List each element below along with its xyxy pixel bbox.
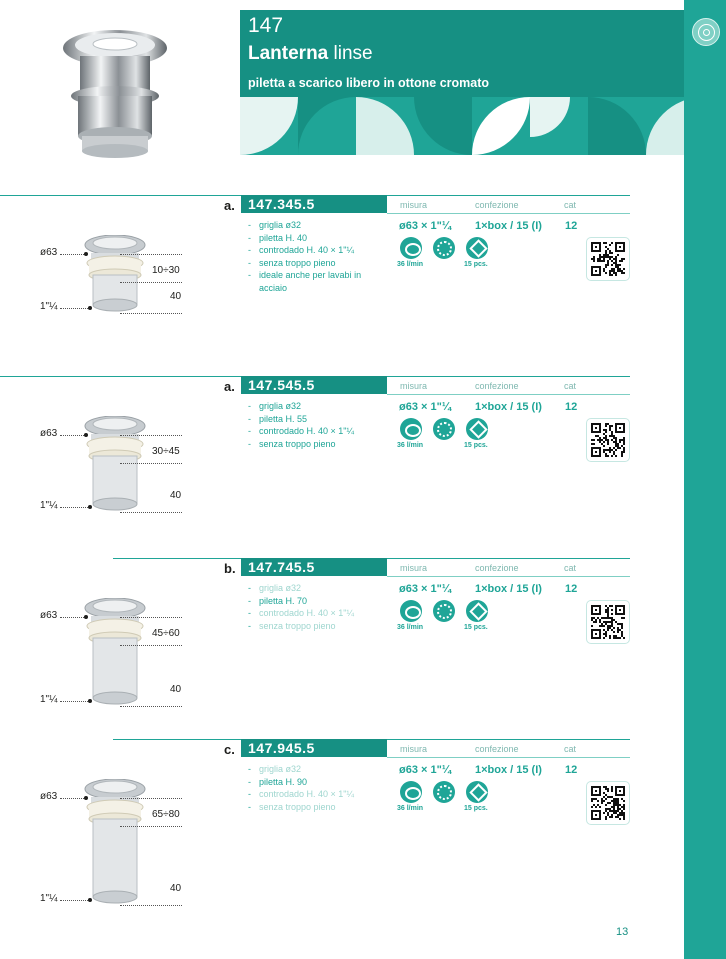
feature-item: - controdado H. 40 × 1"¼	[248, 607, 383, 620]
column-head-confezione: confezione	[475, 381, 519, 391]
qr-code[interactable]	[586, 600, 630, 644]
dimension-leader	[120, 282, 182, 283]
aerator-icon	[433, 781, 455, 803]
feature-list	[248, 400, 383, 450]
qr-code[interactable]	[586, 237, 630, 281]
dimension-leader	[60, 254, 86, 255]
dimension-thread: 1"¼	[40, 500, 58, 511]
dimension-height: 30÷45	[152, 446, 180, 457]
dimension-base: 40	[170, 291, 182, 302]
box-icon	[466, 237, 488, 259]
header-pattern	[240, 97, 684, 155]
dimension-leader	[120, 435, 182, 436]
qr-code[interactable]	[586, 781, 630, 825]
cat-value: 12	[565, 401, 578, 413]
feature-item: - controdado H. 40 × 1"¼	[248, 788, 383, 801]
product-section	[0, 739, 684, 909]
column-head-cat: cat	[564, 744, 577, 754]
dimension-thread: 1"¼	[40, 301, 58, 312]
column-head-cat: cat	[564, 563, 577, 573]
pcs-caption: 15 pcs.	[464, 442, 488, 449]
dimension-dot	[84, 615, 88, 619]
feature-item: - controdado H. 40 × 1"¼	[248, 244, 383, 257]
confezione-value: 1×box / 15 (I)	[475, 220, 542, 232]
confezione-value: 1×box / 15 (I)	[475, 401, 542, 413]
dimension-diameter: ø63	[40, 428, 58, 439]
column-head-cat: cat	[564, 200, 577, 210]
column-head-confezione: confezione	[475, 744, 519, 754]
dimension-base: 40	[170, 684, 182, 695]
misura-value: ø63 × 1"¼	[399, 764, 451, 776]
cat-value: 12	[565, 583, 578, 595]
page-number: 13	[616, 926, 629, 938]
dimension-leader	[120, 463, 182, 464]
flow-icon	[400, 781, 422, 803]
dimension-height: 45÷60	[152, 628, 180, 639]
misura-value: ø63 × 1"¼	[399, 583, 451, 595]
column-head-misura: misura	[400, 744, 428, 754]
dimension-dot	[88, 505, 92, 509]
column-head-misura: misura	[400, 563, 428, 573]
flow-caption: 36 l/min	[397, 442, 424, 449]
feature-item: - senza troppo pieno	[248, 620, 383, 633]
flow-caption: 36 l/min	[397, 805, 424, 812]
dimension-leader	[120, 512, 182, 513]
feature-item: - senza troppo pieno	[248, 438, 383, 451]
dimension-leader	[60, 435, 86, 436]
feature-item: - piletta H. 55	[248, 413, 383, 426]
feature-item: - griglia ø32	[248, 400, 383, 413]
article-code: 147.545.5	[241, 376, 387, 394]
dimension-leader	[60, 798, 86, 799]
column-head-misura: misura	[400, 381, 428, 391]
feature-item: - ideale anche per lavabi in acciaio	[248, 269, 383, 294]
qr-code[interactable]	[586, 418, 630, 462]
product-name-bold: Lanterna	[248, 43, 329, 64]
variant-letter: b.	[224, 561, 236, 576]
dimension-leader	[120, 706, 182, 707]
product-name	[248, 43, 373, 65]
dimension-leader	[120, 617, 182, 618]
column-head-divider	[387, 757, 630, 758]
confezione-value: 1×box / 15 (I)	[475, 583, 542, 595]
aerator-icon	[433, 600, 455, 622]
feature-item: - griglia ø32	[248, 582, 383, 595]
dimension-dot	[88, 699, 92, 703]
dimension-diameter: ø63	[40, 247, 58, 258]
column-head-misura: misura	[400, 200, 428, 210]
dimension-leader	[120, 798, 182, 799]
box-icon	[466, 781, 488, 803]
variant-letter: a.	[224, 379, 235, 394]
product-drawing	[75, 235, 155, 319]
feature-item: - piletta H. 70	[248, 595, 383, 608]
product-section	[0, 195, 684, 365]
feature-item: - piletta H. 90	[248, 776, 383, 789]
dimension-dot	[88, 306, 92, 310]
dimension-leader	[120, 313, 182, 314]
dimension-base: 40	[170, 883, 182, 894]
product-section	[0, 376, 684, 546]
column-head-cat: cat	[564, 381, 577, 391]
misura-value: ø63 × 1"¼	[399, 220, 451, 232]
dimension-dot	[88, 898, 92, 902]
feature-item: - griglia ø32	[248, 763, 383, 776]
product-drawing	[75, 416, 155, 518]
dimension-diameter: ø63	[40, 610, 58, 621]
feature-list	[248, 582, 383, 632]
column-head-confezione: confezione	[475, 200, 519, 210]
dimension-leader	[60, 617, 86, 618]
box-icon	[466, 600, 488, 622]
product-family-code: 147	[248, 14, 284, 37]
article-code: 147.345.5	[241, 195, 387, 213]
flow-icon	[400, 418, 422, 440]
dimension-base: 40	[170, 490, 182, 501]
flow-icon	[400, 237, 422, 259]
cat-value: 12	[565, 764, 578, 776]
column-head-divider	[387, 576, 630, 577]
feature-item: - piletta H. 40	[248, 232, 383, 245]
dimension-dot	[84, 252, 88, 256]
dimension-leader	[60, 701, 90, 702]
feature-item: - senza troppo pieno	[248, 257, 383, 270]
feature-item: - griglia ø32	[248, 219, 383, 232]
side-color-bar	[684, 0, 726, 959]
dimension-dot	[84, 796, 88, 800]
article-code: 147.945.5	[241, 739, 387, 757]
flow-caption: 36 l/min	[397, 624, 424, 631]
dimension-leader	[120, 645, 182, 646]
feature-list	[248, 219, 383, 294]
dimension-leader	[60, 507, 90, 508]
dimension-height: 10÷30	[152, 265, 180, 276]
column-head-confezione: confezione	[475, 563, 519, 573]
hero-product-image	[60, 26, 170, 166]
pcs-caption: 15 pcs.	[464, 805, 488, 812]
aerator-icon	[433, 237, 455, 259]
feature-item: - senza troppo pieno	[248, 801, 383, 814]
dimension-diameter: ø63	[40, 791, 58, 802]
feature-item: - controdado H. 40 × 1"¼	[248, 425, 383, 438]
dimension-leader	[60, 308, 90, 309]
dimension-height: 65÷80	[152, 809, 180, 820]
brand-logo-icon	[692, 18, 720, 46]
feature-list	[248, 763, 383, 813]
flow-caption: 36 l/min	[397, 261, 424, 268]
cat-value: 12	[565, 220, 578, 232]
dimension-thread: 1"¼	[40, 893, 58, 904]
product-section	[0, 558, 684, 728]
confezione-value: 1×box / 15 (I)	[475, 764, 542, 776]
product-name-light: linse	[333, 43, 373, 64]
flow-icon	[400, 600, 422, 622]
column-head-divider	[387, 394, 630, 395]
dimension-leader	[120, 826, 182, 827]
variant-letter: a.	[224, 198, 235, 213]
box-icon	[466, 418, 488, 440]
dimension-leader	[120, 254, 182, 255]
variant-letter: c.	[224, 742, 235, 757]
pcs-caption: 15 pcs.	[464, 261, 488, 268]
product-subtitle: piletta a scarico libero in ottone cromato	[248, 76, 490, 90]
article-code: 147.745.5	[241, 558, 387, 576]
misura-value: ø63 × 1"¼	[399, 401, 451, 413]
dimension-dot	[84, 433, 88, 437]
aerator-icon	[433, 418, 455, 440]
dimension-leader	[60, 900, 90, 901]
column-head-divider	[387, 213, 630, 214]
pcs-caption: 15 pcs.	[464, 624, 488, 631]
dimension-leader	[120, 905, 182, 906]
dimension-thread: 1"¼	[40, 694, 58, 705]
